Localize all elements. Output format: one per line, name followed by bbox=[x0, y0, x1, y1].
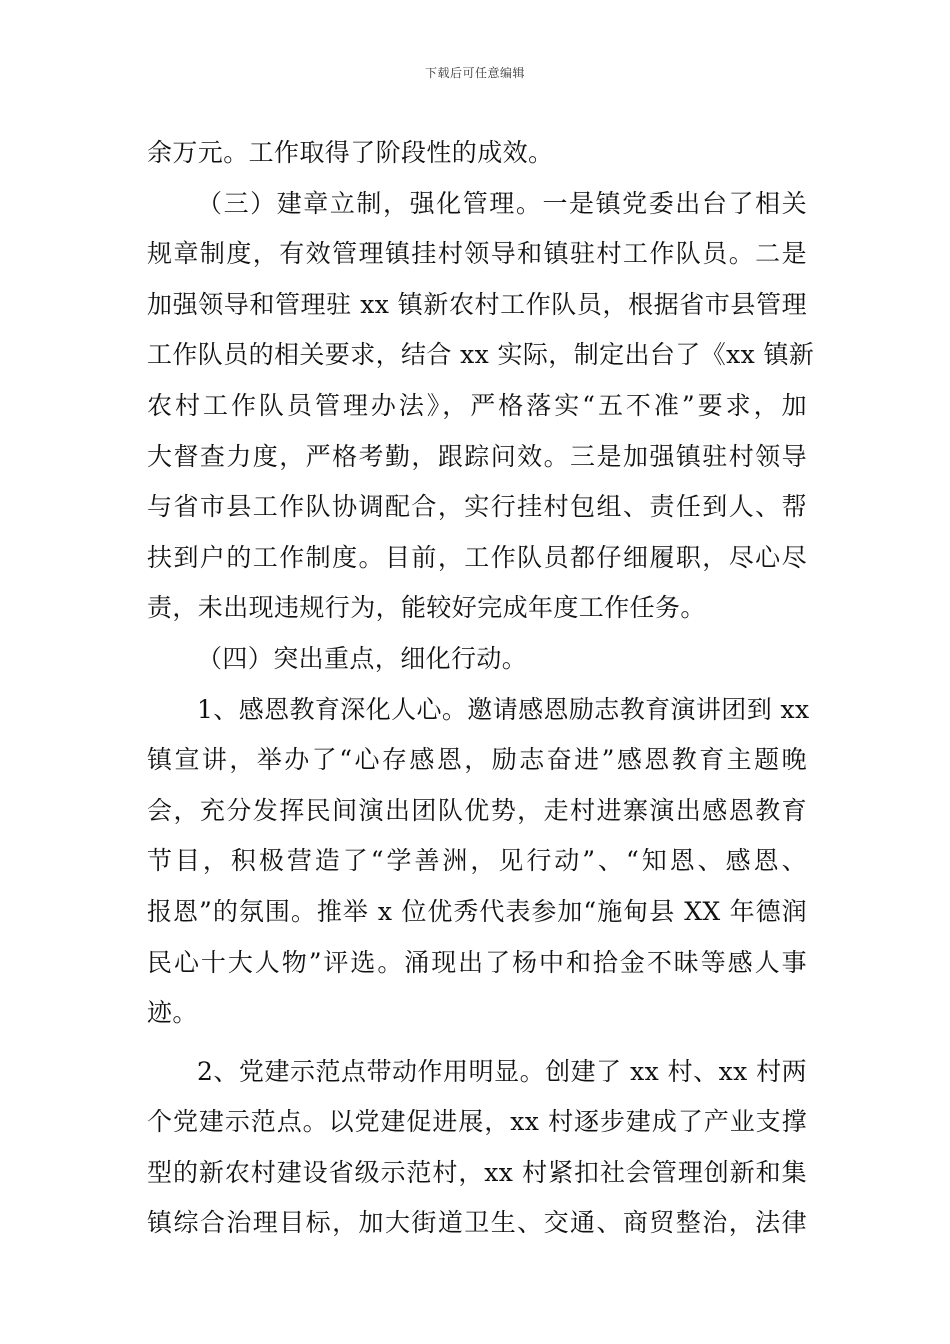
paragraph-line: （三）建章立制，强化管理。一是镇党委出台了相关 bbox=[197, 188, 807, 218]
paragraph-line: 与省市县工作队协调配合，实行挂村包组、责任到人、帮 bbox=[147, 492, 807, 522]
paragraph-line: 工作队员的相关要求，结合 xx 实际，制定出台了《xx 镇新 bbox=[147, 340, 815, 370]
paragraph-line: 会，充分发挥民间演出团队优势，走村进寨演出感恩教育 bbox=[147, 795, 807, 825]
paragraph-line: 镇综合治理目标，加大街道卫生、交通、商贸整治，法律 bbox=[147, 1208, 807, 1238]
paragraph-line: 2、党建示范点带动作用明显。创建了 xx 村、xx 村两 bbox=[197, 1056, 807, 1086]
paragraph-line: 加强领导和管理驻 xx 镇新农村工作队员，根据省市县管理 bbox=[147, 289, 807, 319]
paragraph-line: 大督查力度，严格考勤，跟踪问效。三是加强镇驻村领导 bbox=[147, 441, 807, 471]
paragraph-line: 个党建示范点。以党建促进展，xx 村逐步建成了产业支撑 bbox=[147, 1107, 807, 1137]
header-note: 下载后可任意编辑 bbox=[424, 66, 525, 80]
section-heading: （四）突出重点，细化行动。 bbox=[197, 643, 528, 673]
paragraph-line: 余万元。工作取得了阶段性的成效。 bbox=[147, 138, 554, 167]
paragraph-line: 镇宣讲，举办了“心存感恩，励志奋进”感恩教育主题晚 bbox=[147, 745, 807, 775]
paragraph-line: 1、感恩教育深化人心。邀请感恩励志教育演讲团到 xx bbox=[197, 694, 810, 724]
paragraph-line: 责，未出现违规行为，能较好完成年度工作任务。 bbox=[147, 593, 706, 623]
paragraph-line: 农村工作队员管理办法》，严格落实“五不准”要求，加 bbox=[147, 390, 807, 420]
paragraph-line: 民心十大人物”评选。涌现出了杨中和拾金不昧等感人事 bbox=[147, 947, 807, 977]
paragraph-line: 迹。 bbox=[147, 998, 198, 1028]
paragraph-line: 报恩”的氛围。推举 x 位优秀代表参加“施甸县 XX 年德润 bbox=[147, 896, 807, 926]
paragraph-line: 扶到户的工作制度。目前，工作队员都仔细履职，尽心尽 bbox=[147, 542, 807, 572]
body-text bbox=[147, 128, 815, 1249]
paragraph-gap bbox=[147, 1039, 807, 1047]
paragraph-line: 规章制度，有效管理镇挂村领导和镇驻村工作队员。二是 bbox=[147, 239, 807, 269]
paragraph-line: 节目，积极营造了“学善洲，见行动”、“知恩、感恩、 bbox=[147, 846, 807, 876]
paragraph-line: 型的新农村建设省级示范村，xx 村紧扣社会管理创新和集 bbox=[147, 1157, 807, 1187]
